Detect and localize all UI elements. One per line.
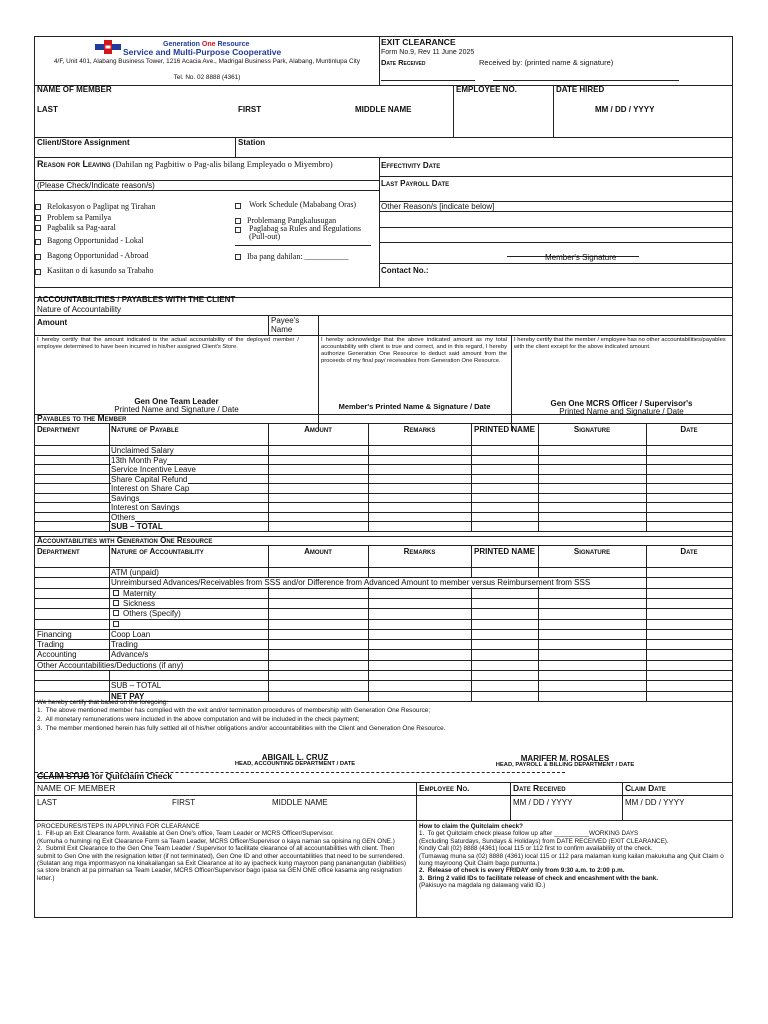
stub-claim-date-format: MM / DD / YYYY: [625, 798, 685, 807]
company-address: 4/F, Unit 401, Alabang Business Tower, 1216 Acacia Ave., Madrigal Business Park, Alabang, Muntinlupa City: [54, 58, 360, 65]
date-received-label: Date Received: [381, 58, 426, 67]
client-accountabilities-title: ACCOUNTABILITIES / PAYABLES WITH THE CLIENT: [37, 295, 236, 304]
company-tel: Tel. No. 02 8888 (4361): [173, 74, 241, 81]
nature-of-accountability-label: Nature of Accountability: [37, 305, 122, 314]
certify-item-1: 1. The above mentioned member has complied with the exit and/or termination procedures of membership with Generation One Resource;: [37, 707, 431, 714]
table-row-department: Trading: [37, 640, 64, 650]
reason-item-other[interactable]: Iba pang dahilan: ___________: [235, 253, 349, 261]
payee-name-label: Payee's Name: [271, 316, 300, 334]
last-payroll-label: Last Payroll Date: [381, 179, 450, 188]
table-header-cell: Date: [680, 425, 698, 434]
certification-team-leader: I hereby certify that the amount indicated is the actual accountability of the deployed member / employee determined to have been incurred in his/her assigned Client's Store.: [37, 337, 299, 350]
table-header-cell: PRINTED NAME: [474, 425, 535, 434]
table-header-cell: PRINTED NAME: [474, 547, 535, 556]
mcrs-sig-sub: Printed Name and Signature / Date: [559, 407, 684, 416]
accounting-head-name: ABIGAIL L. CRUZ: [261, 753, 329, 762]
payroll-head-title: HEAD, PAYROLL & BILLING DEPARTMENT / DATE: [495, 762, 635, 768]
employee-no-label: EMPLOYEE NO.: [456, 85, 517, 94]
checkbox[interactable]: [113, 621, 119, 627]
reason-item[interactable]: Work Schedule (Mababang Oras): [235, 201, 373, 209]
table-row: Unclaimed Salary: [111, 446, 174, 455]
exit-clearance-form: [34, 36, 733, 918]
reason-check-note: (Please Check/Indicate reason/s): [37, 181, 155, 190]
table-row: Other Accountabilities/Deductions (if any): [37, 660, 184, 670]
table-row: Savings: [111, 493, 140, 503]
table-header-cell: Remarks: [403, 547, 436, 556]
table-header-cell: Signature: [573, 547, 611, 556]
certify-intro: We hereby certify that based on the foregoing:: [37, 699, 168, 706]
table-row: Advance/s: [111, 650, 149, 660]
coop-name: Service and Multi-Purpose Cooperative: [123, 47, 282, 57]
reason-title: Reason for Leaving (Dahilan ng Pagbitiw o Pag-alis bilang Empleyado o Miyembro): [37, 159, 333, 169]
table-row: SUB – TOTAL: [111, 522, 163, 531]
form-number: Form No.9, Rev 11 June 2025: [381, 49, 475, 56]
table-row: Unreimbursed Advances/Receivables from SSS and/or Difference from Advanced Amount to member versus Reimbursement from SSS: [111, 578, 591, 588]
checkbox[interactable]: [113, 610, 119, 616]
team-leader-sig-sub: Printed Name and Signature / Date: [114, 405, 239, 414]
reason-item[interactable]: Bagong Opportunidad - Abroad: [35, 252, 163, 260]
reason-item[interactable]: Kasiitan o di kasundo sa Trabaho: [35, 267, 155, 275]
member-name-label: NAME OF MEMBER: [37, 85, 112, 94]
table-header-cell: Date: [680, 547, 698, 556]
team-leader-sig-title: Gen One Team Leader: [134, 397, 219, 406]
reason-item[interactable]: Relokasyon o Paglipat ng Tirahan: [35, 203, 155, 211]
table-row: Share Capital Refund: [111, 474, 188, 484]
first-name-label: FIRST: [238, 105, 262, 114]
table-row-department: Financing: [37, 629, 72, 639]
stub-name-label: NAME OF MEMBER: [37, 783, 116, 793]
table-row: Service Incentive Leave: [111, 465, 196, 474]
date-hired-label: DATE HIRED: [556, 85, 605, 94]
claim-stub-title: CLAIM STUB for Quitclaim Check: [37, 771, 173, 781]
stub-date-received-format: MM / DD / YYYY: [513, 798, 573, 807]
claim-instructions: How to claim the Quitclaim check? 1. To get Quitclaim check please follow up after __________WORKING DAYS (Excluding Saturdays, Sundays & Holidays) from DATE RECEIVED (EXIT CLEARANCE). Kindly Call (02) 8888 (4361) local 115 or 112 first to confirm availability of the check. (Tumawag muna sa (02) 8888 (4361) local 115 or 112 para malaman kung kailan makukuha ang Quit Claim o kung mayroong Quit Claim bago pumunta.) 2. Release of check is every FRIDAY only from 9:30 a.m. to 2:00 p.m. 3. Bring 2 valid IDs to facilitate release of check and encashment with the bank. (Pakisuyo na magdala ng dalawang valid ID.): [419, 823, 724, 890]
table-header-cell: Nature of Accountability: [111, 547, 204, 556]
certification-member: I hereby acknowledge that the above indicated amount as my total accountability with client is true and correct, and in this regard, I hereby authorize Generation One Resource to deduct said amount from the proceeds of my final pay/ receivables from Generation One Resource.: [321, 337, 507, 364]
table-row: 13th Month Pay: [111, 455, 168, 465]
other-reasons-label: Other Reason/s [indicate below]: [381, 202, 495, 211]
certify-item-2: 2. All monetary remunerations were included in the above computation and will be included in the check payment;: [37, 716, 360, 723]
stub-middle: MIDDLE NAME: [272, 798, 328, 807]
effectivity-date-label: Effectivity Date: [381, 161, 441, 170]
company-name: Generation One Resource: [163, 41, 250, 48]
table-row: Others: [111, 512, 136, 522]
reason-item[interactable]: Bagong Opportunidad - Lokal: [35, 237, 163, 245]
table-header-cell: Department: [37, 547, 80, 556]
table-row: ATM (unpaid): [111, 568, 159, 577]
gen-one-table: [35, 545, 732, 701]
checkbox[interactable]: [113, 600, 119, 606]
table-row: Others (Specify): [123, 609, 181, 619]
checkbox[interactable]: [113, 590, 119, 596]
procedures: PROCEDURES/STEPS IN APPLYING FOR CLEARANCE 1. Fill-up an Exit Clearance form. Available at Gen One's office, Team Leader or MCRS Officer/Supervisor. (Kumuha o humingi ng Exit Clearance Form sa Team Leader, MCRS Officer/Supervisor o kaya naman sa opisina ng GEN ONE.) 2. Submit Exit Clearance to the Gen One Team Leader / Supervisor to facilitate clearance of all accountabilities with client. Then submit to Gen One with the resignation letter (if not terminated), Gen One ID and other accountabilities that need to be surrendered. (Sulatan ang mga impormasyon na kinakailangan sa Exit Clearance at ito ay ipacheck kung mayroon pang pananangutan (liabilities) sa store branch at pa pirmahan sa Team Leader, MCRS Officer/Supervisor bago ipasa sa GEN ONE office kasama ang resignation letter.): [37, 823, 406, 882]
gen-one-accountabilities-title: Accountabilities with Generation One Resource: [37, 536, 213, 545]
received-by-label: Received by: (printed name & signature): [479, 58, 614, 67]
table-row: Interest on Savings: [111, 503, 180, 512]
payables-table: [35, 423, 732, 530]
table-row: NET PAY: [111, 691, 145, 701]
reason-item[interactable]: Problem sa Pamilya: [35, 214, 111, 222]
stub-date-received: Date Received: [513, 783, 566, 793]
middle-name-label: MIDDLE NAME: [355, 105, 412, 114]
last-name-label: LAST: [37, 105, 58, 114]
table-row: Interest on Share Cap: [111, 484, 190, 493]
reason-item[interactable]: Paglabag sa Rules and Regulations (Pull-out): [235, 225, 373, 241]
station-label: Station: [238, 138, 266, 147]
form-title: EXIT CLEARANCE: [381, 37, 456, 47]
accounting-head-title: HEAD, ACCOUNTING DEPARTMENT / DATE: [234, 761, 356, 767]
table-row: Maternity: [123, 588, 156, 598]
date-hired-format: MM / DD / YYYY: [595, 105, 655, 114]
reason-item[interactable]: Problemang Pangkalusugan: [235, 217, 336, 225]
table-row: Trading: [111, 640, 138, 650]
payables-title: Payables to the Member: [37, 413, 127, 423]
table-header-cell: Department: [37, 425, 80, 434]
certification-mcrs: I hereby certify that the member / employee has no other accountabilities/payables with the client except for the above indicated amount.: [514, 337, 726, 350]
table-header-cell: Amount: [304, 547, 332, 556]
stub-employee-no: Employee No.: [419, 783, 470, 793]
mcrs-sig-title: Gen One MCRS Officer / Supervisor's: [550, 399, 693, 408]
stub-first: FIRST: [172, 798, 196, 807]
table-row: Sickness: [123, 598, 156, 608]
table-row: Coop Loan: [111, 629, 151, 639]
table-header-cell: Amount: [304, 425, 332, 434]
payroll-head-name: MARIFER M. ROSALES: [520, 754, 610, 763]
table-header-cell: Signature: [573, 425, 611, 434]
table-row-department: Accounting: [37, 650, 77, 660]
table-row: SUB – TOTAL: [111, 681, 162, 691]
member-sig-title: Member's Printed Name & Signature / Date: [338, 402, 491, 411]
reason-item[interactable]: Pagbalik sa Pag-aaral: [35, 224, 116, 232]
certify-item-3: 3. The member mentioned herein has fully settled all of his/her obligations and/or accountabilities with the Client and Generation One Resource.: [37, 725, 446, 732]
table-header-cell: Nature of Payable: [111, 425, 179, 434]
stub-last: LAST: [37, 798, 58, 807]
amount-label: Amount: [37, 318, 68, 327]
client-store-label: Client/Store Assignment: [37, 138, 130, 147]
company-logo: [95, 40, 121, 54]
contact-no-label: Contact No.:: [381, 266, 429, 275]
stub-claim-date: Claim Date: [625, 783, 666, 793]
table-header-cell: Remarks: [403, 425, 436, 434]
member-signature-label: Member's Signature: [545, 253, 617, 262]
